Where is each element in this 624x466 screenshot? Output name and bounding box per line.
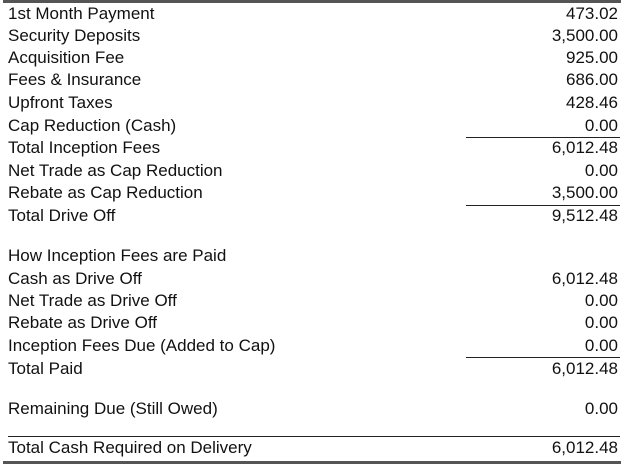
line-item-label: Rebate as Drive Off [8, 313, 157, 332]
line-item-value: 0.00 [584, 291, 618, 310]
total-paid-row [8, 358, 620, 380]
line-item-label: Cap Reduction (Cash) [8, 116, 177, 135]
line-item-value: 0.00 [584, 116, 618, 135]
line-item-label: Fees & Insurance [8, 70, 142, 89]
line-item-value: 473.02 [566, 4, 618, 23]
net-trade-drive-off-row [8, 290, 620, 312]
line-item-security-deposits [8, 25, 620, 47]
line-item-value: 686.00 [566, 70, 618, 89]
line-item-label: Net Trade as Drive Off [8, 291, 177, 310]
line-item-first-month-payment [8, 3, 620, 25]
line-item-label: Security Deposits [8, 26, 141, 45]
net-trade-cap-reduction-value: 0.00 [584, 161, 618, 180]
total-cash-required-row [8, 437, 620, 459]
line-item-value: 6,012.48 [551, 269, 618, 288]
line-item-value: 0.00 [584, 313, 618, 332]
line-item-value: 0.00 [584, 336, 618, 355]
line-item-fees-insurance [8, 69, 620, 91]
total-cash-required-label: Total Cash Required on Delivery [8, 438, 252, 457]
line-item-upfront-taxes [8, 92, 620, 114]
rebate-cap-reduction-row [8, 182, 620, 204]
total-inception-fees-value: 6,012.48 [551, 138, 618, 157]
line-item-label: Cash as Drive Off [8, 269, 142, 288]
remaining-due-row [8, 398, 620, 420]
total-paid-value: 6,012.48 [551, 359, 618, 378]
bottom-border-rule [3, 461, 621, 464]
total-paid-label: Total Paid [8, 359, 83, 378]
line-item-cap-reduction-cash [8, 115, 620, 137]
line-item-value: 3,500.00 [551, 26, 618, 45]
total-drive-off-value: 9,512.48 [551, 206, 618, 225]
total-inception-fees-row [8, 137, 620, 159]
payment-breakdown-heading: How Inception Fees are Paid [8, 246, 227, 265]
cash-drive-off-row [8, 268, 620, 290]
line-item-label: Inception Fees Due (Added to Cap) [8, 336, 276, 355]
total-drive-off-row [8, 205, 620, 227]
rebate-cap-reduction-label: Rebate as Cap Reduction [8, 183, 203, 202]
total-cash-required-value: 6,012.48 [551, 438, 618, 457]
inception-fees-due-row [8, 335, 620, 357]
remaining-due-label: Remaining Due (Still Owed) [8, 399, 218, 418]
line-item-label: Acquisition Fee [8, 48, 125, 67]
net-trade-cap-reduction-label: Net Trade as Cap Reduction [8, 161, 223, 180]
total-drive-off-label: Total Drive Off [8, 206, 116, 225]
net-trade-cap-reduction-row [8, 160, 620, 182]
line-item-label: Upfront Taxes [8, 93, 113, 112]
total-inception-fees-label: Total Inception Fees [8, 138, 161, 157]
line-item-value: 428.46 [566, 93, 618, 112]
payment-breakdown-heading-row [8, 245, 620, 267]
line-item-label: 1st Month Payment [8, 4, 155, 23]
rebate-cap-reduction-value: 3,500.00 [551, 183, 618, 202]
rebate-drive-off-row [8, 312, 620, 334]
line-item-value: 925.00 [566, 48, 618, 67]
line-item-acquisition-fee [8, 47, 620, 69]
remaining-due-value: 0.00 [584, 399, 618, 418]
